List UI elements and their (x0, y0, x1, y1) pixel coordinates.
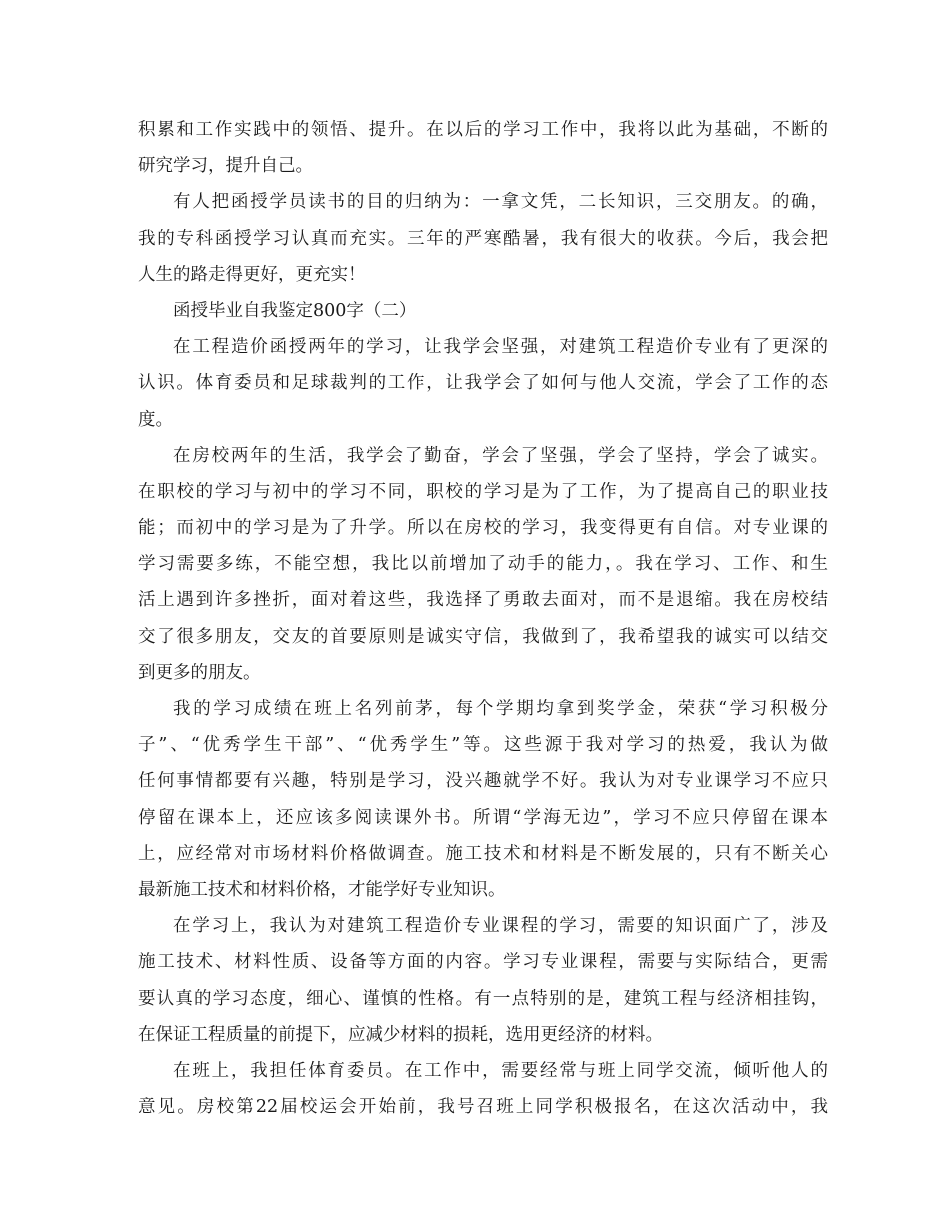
text-line: 施工技术、材料性质、设备等方面的内容。学习专业课程，需要与实际结合，更需 (138, 952, 828, 973)
paragraph (138, 908, 828, 1053)
text-line: 我的专科函授学习认真而充实。三年的严寒酷暑，我有很大的收获。今后，我会把 (138, 228, 828, 249)
text-line: 最新施工技术和材料价格，才能学好专业知识。 (138, 879, 506, 900)
text-line: 停留在课本上，还应该多阅读课外书。所谓“学海无边”，学习不应只停留在课本 (138, 807, 828, 828)
text-line: 交了很多朋友，交友的首要原则是诚实守信，我做到了，我希望我的诚实可以结交 (138, 626, 828, 647)
paragraph (138, 1053, 828, 1125)
text-line: 到更多的朋友。 (138, 662, 261, 683)
text-line: 函授毕业自我鉴定800字（二） (173, 300, 417, 321)
text-line: 积累和工作实践中的领悟、提升。在以后的学习工作中，我将以此为基础，不断的 (138, 120, 828, 140)
paragraph (138, 438, 828, 691)
text-line: 活上遇到许多挫折，面对着这些，我选择了勇敢去面对，而不是退缩。我在房校结 (138, 590, 828, 611)
paragraph (138, 691, 828, 908)
paragraph (138, 293, 828, 329)
text-line: 学习需要多练，不能空想，我比以前增加了动手的能力，。我在学习、工作、和生 (138, 554, 828, 575)
text-line: 子”、“优秀学生干部”、“优秀学生”等。这些源于我对学习的热爱，我认为做 (138, 735, 828, 756)
text-line: 要认真的学习态度，细心、谨慎的性格。有一点特别的是，建筑工程与经济相挂钩， (138, 988, 828, 1009)
text-line: 认识。体育委员和足球裁判的工作，让我学会了如何与他人交流，学会了工作的态 (138, 373, 828, 394)
text-line: 意见。房校第22届校运会开始前，我号召班上同学积极报名，在这次活动中，我 (138, 1097, 828, 1118)
text-line: 在学习上，我认为对建筑工程造价专业课程的学习，需要的知识面广了，涉及 (173, 916, 828, 937)
text-line: 在保证工程质量的前提下，应减少材料的损耗，选用更经济的材料。 (138, 1024, 663, 1045)
paragraph (138, 329, 828, 438)
text-line: 在房校两年的生活，我学会了勤奋，学会了坚强，学会了坚持，学会了诚实。 (173, 445, 828, 466)
paragraph (138, 112, 828, 184)
paragraph (138, 184, 828, 293)
text-line: 任何事情都要有兴趣，特别是学习，没兴趣就学不好。我认为对专业课学习不应只 (138, 771, 828, 792)
text-line: 度。 (138, 409, 173, 430)
text-line: 研究学习，提升自己。 (138, 156, 313, 177)
text-line: 有人把函授学员读书的目的归纳为：一拿文凭，二长知识，三交朋友。的确， (173, 192, 828, 213)
text-line: 我的学习成绩在班上名列前茅，每个学期均拿到奖学金，荣获“学习积极分 (173, 699, 828, 719)
text-line: 上，应经常对市场材料价格做调查。施工技术和材料是不断发展的，只有不断关心 (138, 843, 828, 864)
text-line: 在班上，我担任体育委员。在工作中，需要经常与班上同学交流，倾听他人的 (173, 1060, 828, 1081)
text-line: 在职校的学习与初中的学习不同，职校的学习是为了工作，为了提高自己的职业技 (138, 481, 828, 502)
document-page (138, 112, 828, 1125)
text-line: 能；而初中的学习是为了升学。所以在房校的学习，我变得更有自信。对专业课的 (138, 518, 828, 539)
text-line: 在工程造价函授两年的学习，让我学会坚强，对建筑工程造价专业有了更深的 (173, 337, 828, 358)
text-line: 人生的路走得更好，更充实！ (138, 264, 366, 285)
